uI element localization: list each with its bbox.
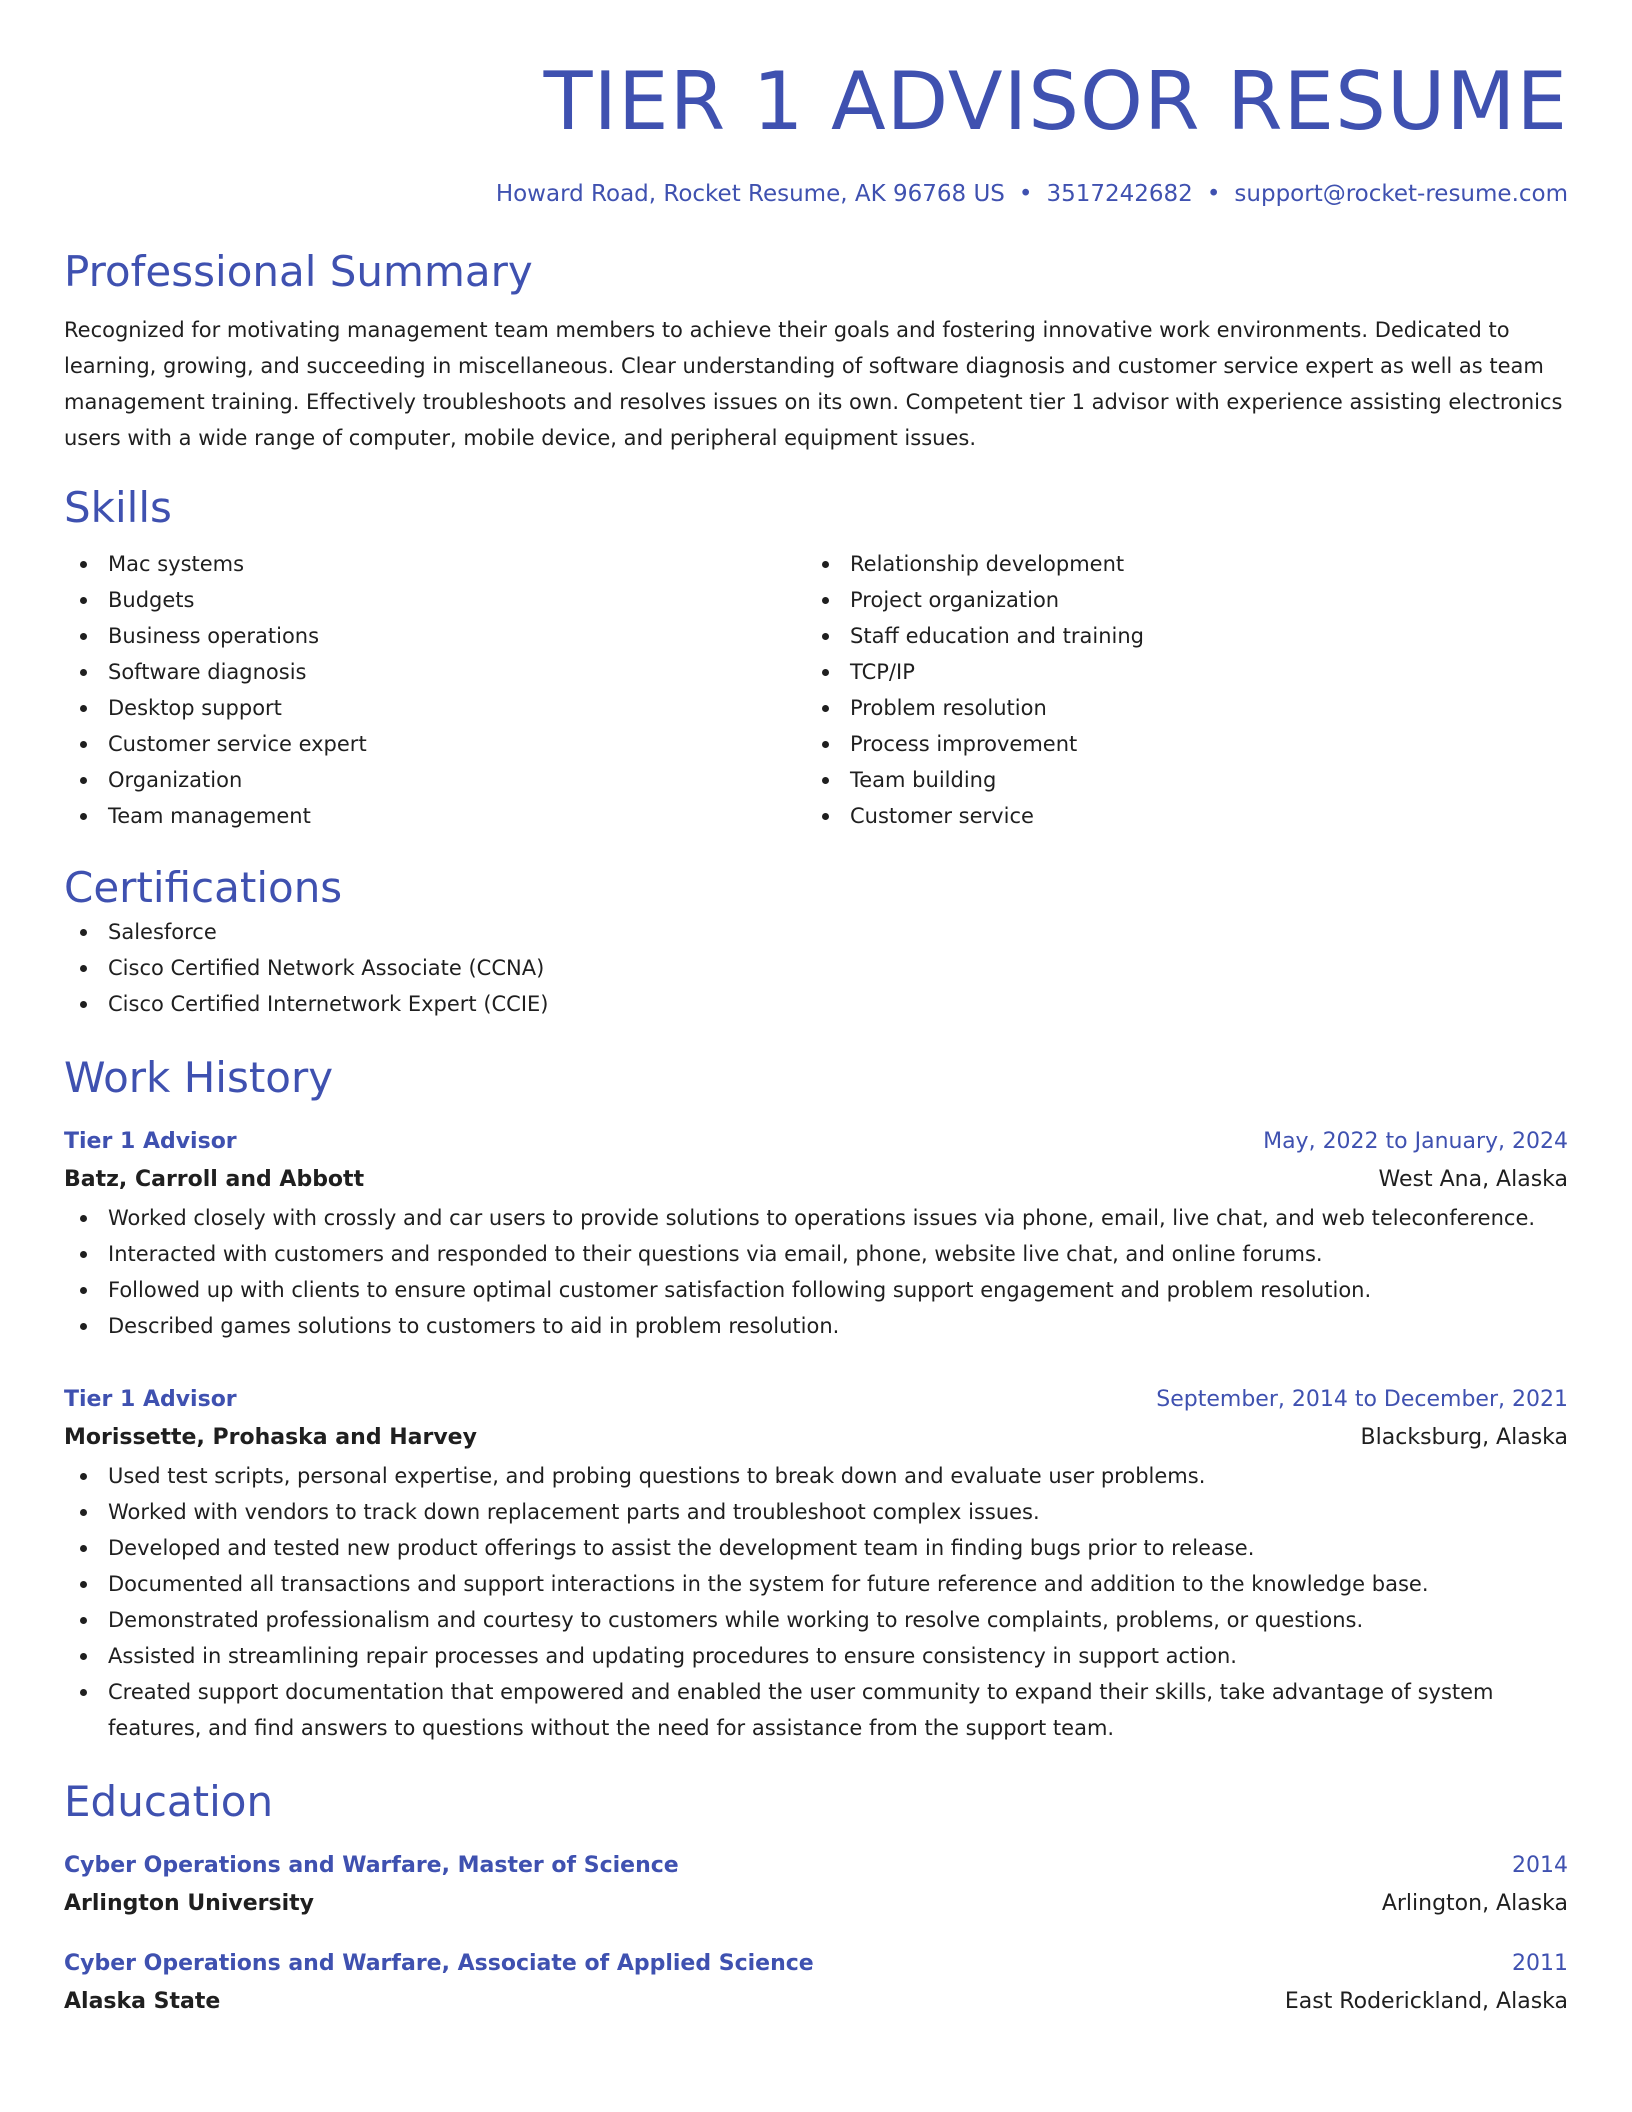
job-duties-list — [64, 1458, 1568, 1746]
skill-item: Organization — [64, 762, 806, 798]
company-name: Batz, Carroll and Abbott — [64, 1167, 365, 1192]
graduation-year: 2011 — [1512, 1951, 1568, 1976]
skill-item: Team building — [806, 762, 1548, 798]
skill-item: Desktop support — [64, 690, 806, 726]
skill-item: Budgets — [64, 582, 806, 618]
duty-item: Created support documentation that empowered and enabled the user community to expand their skills, take advantage of system features, and find answers to questions without the need for assistance from the support team. — [64, 1674, 1568, 1746]
skills-column-right — [806, 546, 1548, 834]
duty-item: Documented all transactions and support interactions in the system for future reference and addition to the knowledge base. — [64, 1566, 1568, 1602]
education-entry-header — [64, 1848, 1568, 1884]
skill-item: Customer service — [806, 798, 1548, 834]
certification-item: Cisco Certified Internetwork Expert (CCIE) — [64, 986, 1568, 1022]
job-dates: May, 2022 to January, 2024 — [1263, 1129, 1568, 1154]
summary-heading: Professional Summary — [64, 247, 533, 296]
skill-item: Staff education and training — [806, 618, 1548, 654]
school-location: Arlington, Alaska — [1381, 1891, 1568, 1916]
skill-item: Team management — [64, 798, 806, 834]
resume-title: TIER 1 ADVISOR RESUME — [543, 55, 1568, 148]
skill-item: Mac systems — [64, 546, 806, 582]
duty-item: Used test scripts, personal expertise, and probing questions to break down and evaluate user problems. — [64, 1458, 1568, 1494]
degree-name: Cyber Operations and Warfare, Associate of Applied Science — [64, 1951, 814, 1976]
job-location: Blacksburg, Alaska — [1360, 1425, 1568, 1450]
skill-item: Process improvement — [806, 726, 1548, 762]
work-entry-subheader — [64, 1160, 1568, 1200]
certification-item: Salesforce — [64, 914, 1568, 950]
contact-email[interactable]: support@rocket-resume.com — [1234, 181, 1568, 207]
work-entry — [64, 1382, 1568, 1746]
skills-grid — [64, 546, 1568, 834]
work-entry — [64, 1124, 1568, 1344]
certification-item: Cisco Certified Network Associate (CCNA) — [64, 950, 1568, 986]
skill-item: Business operations — [64, 618, 806, 654]
duty-item: Described games solutions to customers to aid in problem resolution. — [64, 1308, 1568, 1344]
skill-item: Customer service expert — [64, 726, 806, 762]
certifications-heading: Certifications — [64, 863, 343, 912]
education-entry-subheader — [64, 1884, 1568, 1924]
job-duties-list — [64, 1200, 1568, 1344]
skill-item: Software diagnosis — [64, 654, 806, 690]
work-history-heading: Work History — [64, 1053, 334, 1102]
job-title: Tier 1 Advisor — [64, 1129, 237, 1154]
skills-column-left — [64, 546, 806, 834]
education-entry — [64, 1848, 1568, 1924]
skill-item: Problem resolution — [806, 690, 1548, 726]
job-location: West Ana, Alaska — [1378, 1167, 1568, 1192]
school-name: Arlington University — [64, 1891, 314, 1916]
skills-list-right — [806, 546, 1548, 834]
graduation-year: 2014 — [1512, 1853, 1568, 1878]
degree-name: Cyber Operations and Warfare, Master of Science — [64, 1853, 679, 1878]
skills-list-left — [64, 546, 806, 834]
contact-phone: 3517242682 — [1046, 181, 1193, 207]
duty-item: Assisted in streamlining repair processes and updating procedures to ensure consistency in support action. — [64, 1638, 1568, 1674]
duty-item: Interacted with customers and responded to their questions via email, phone, website live chat, and online forums. — [64, 1236, 1568, 1272]
education-entry-header — [64, 1946, 1568, 1982]
education-entry — [64, 1946, 1568, 2022]
skill-item: Relationship development — [806, 546, 1548, 582]
skills-heading: Skills — [64, 483, 172, 532]
work-entry-header — [64, 1124, 1568, 1160]
education-heading: Education — [64, 1777, 274, 1826]
work-entry-header — [64, 1382, 1568, 1418]
contact-separator: • — [1206, 181, 1221, 207]
work-entry-subheader — [64, 1418, 1568, 1458]
duty-item: Followed up with clients to ensure optimal customer satisfaction following support engagement and problem resolution. — [64, 1272, 1568, 1308]
contact-separator: • — [1018, 181, 1033, 207]
duty-item: Worked with vendors to track down replacement parts and troubleshoot complex issues. — [64, 1494, 1568, 1530]
summary-text: Recognized for motivating management team members to achieve their goals and fostering innovative work environments. Dedicated to learning, growing, and succeeding in miscellaneous. Clear understanding of software diagnosis and customer service expert as well as team management training. Effectively troubleshoots and resolves issues on its own. Competent tier 1 advisor with experience assisting electronics users with a wide range of computer, mobile device, and peripheral equipment issues. — [64, 318, 1563, 450]
duty-item: Demonstrated professionalism and courtesy to customers while working to resolve complaints, problems, or questions. — [64, 1602, 1568, 1638]
school-name: Alaska State — [64, 1989, 221, 2014]
skill-item: Project organization — [806, 582, 1548, 618]
school-location: East Roderickland, Alaska — [1284, 1989, 1568, 2014]
company-name: Morissette, Prohaska and Harvey — [64, 1425, 477, 1450]
education-entry-subheader — [64, 1982, 1568, 2022]
job-dates: September, 2014 to December, 2021 — [1156, 1387, 1568, 1412]
duty-item: Worked closely with crossly and car users to provide solutions to operations issues via phone, email, live chat, and web teleconference. — [64, 1200, 1568, 1236]
skill-item: TCP/IP — [806, 654, 1548, 690]
job-title: Tier 1 Advisor — [64, 1387, 237, 1412]
certifications-list — [64, 914, 1568, 1022]
duty-item: Developed and tested new product offerings to assist the development team in finding bugs prior to release. — [64, 1530, 1568, 1566]
contact-line — [64, 178, 1568, 210]
contact-address: Howard Road, Rocket Resume, AK 96768 US — [495, 181, 1005, 207]
